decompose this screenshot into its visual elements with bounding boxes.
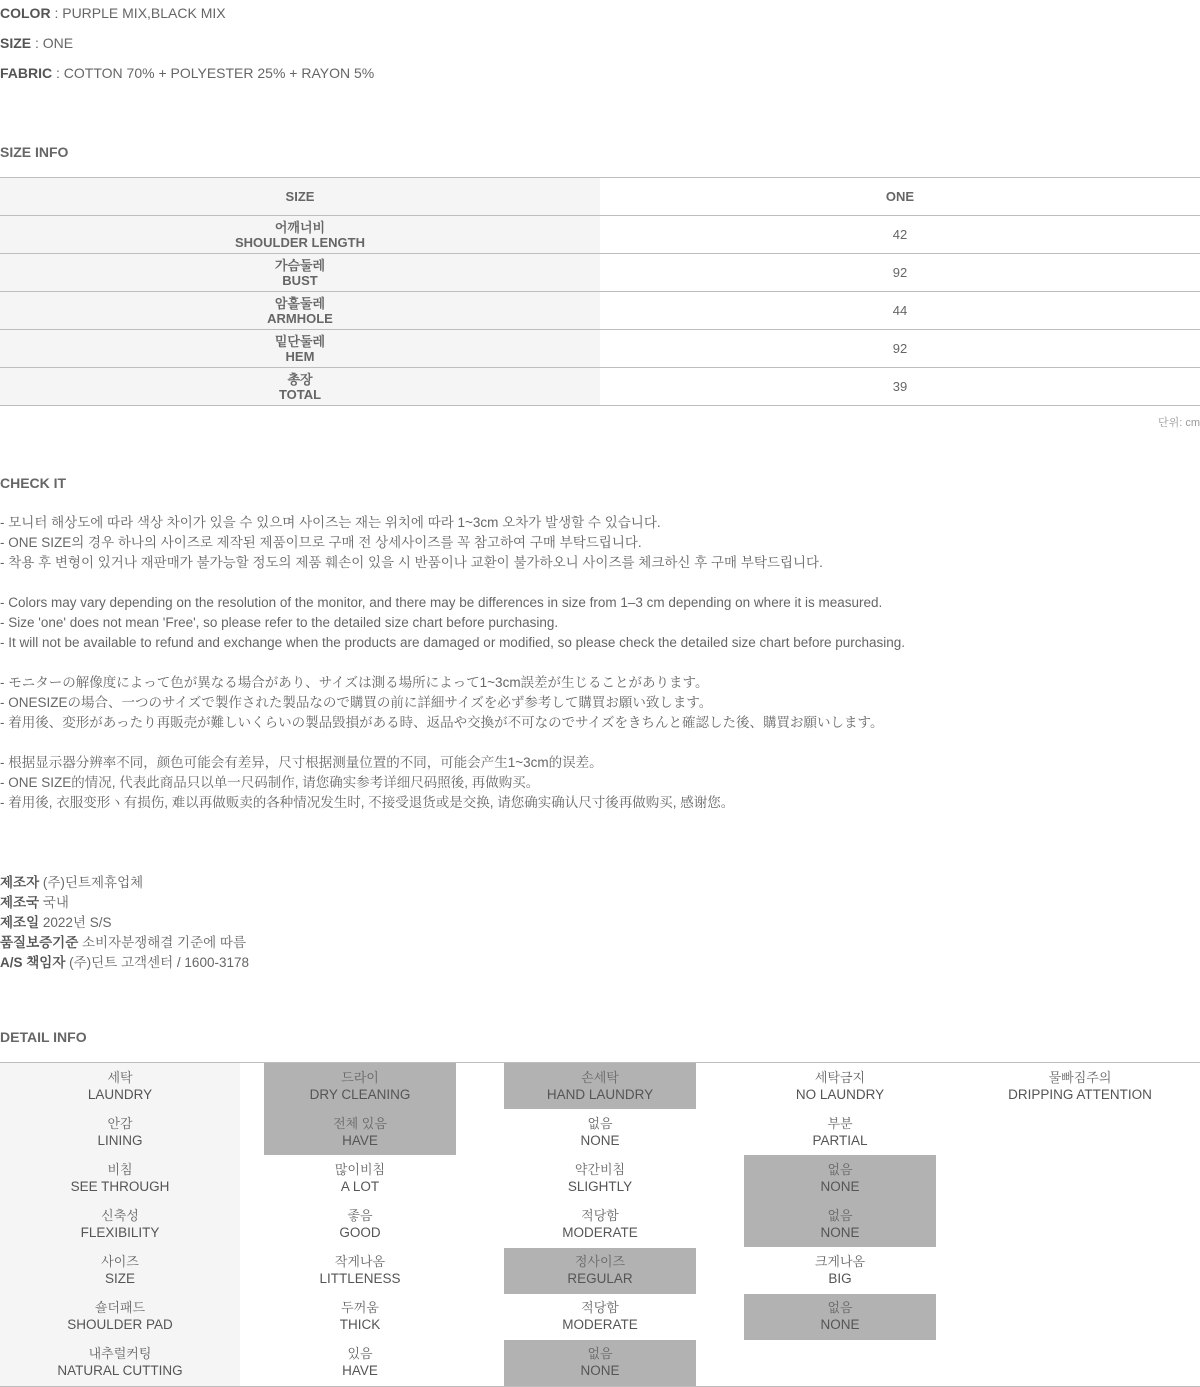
detail-option-ko: 없음 <box>827 1300 853 1316</box>
detail-option-en: BIG <box>828 1271 852 1287</box>
date-value: 2022년 S/S <box>39 915 112 930</box>
note-ko-2: - ONE SIZE의 경우 하나의 사이즈로 제작된 제품이므로 구매 전 상세사이즈를 꼭 참고하여 구매 부탁드립니다. <box>0 535 642 550</box>
detail-option-ko: 세탁금지 <box>814 1069 866 1085</box>
color-label: COLOR <box>0 5 51 21</box>
detail-row-label <box>0 1201 240 1247</box>
size-table-row <box>0 292 1200 330</box>
detail-option <box>504 1109 696 1155</box>
size-table-row <box>0 368 1200 406</box>
note-en-2: - Size 'one' does not mean 'Free', so please refer to the detailed size chart before purchasing. <box>0 615 559 630</box>
detail-info-heading: DETAIL INFO <box>0 1029 87 1045</box>
detail-row-label <box>0 1155 240 1201</box>
detail-label-ko: 안감 <box>107 1115 133 1131</box>
detail-label-en: LAUNDRY <box>87 1086 153 1102</box>
as-value: (주)딘트 고객센터 / 1600-3178 <box>65 955 249 970</box>
size-row-label <box>0 216 600 253</box>
size-row-label <box>0 330 600 367</box>
size-row-label-en: SHOULDER LENGTH <box>235 234 365 250</box>
note-ko-3: - 착용 후 변형이 있거나 재판매가 불가능할 정도의 제품 훼손이 있을 시 반품이나 교환이 불가하오니 사이즈를 체크하신 후 구매 부탁드립니다. <box>0 555 823 570</box>
detail-option-ko: 없음 <box>827 1161 853 1177</box>
detail-option-en: MODERATE <box>562 1317 638 1333</box>
fabric-spec <box>0 64 374 82</box>
detail-option-en: NONE <box>820 1317 860 1333</box>
detail-option-ko: 부분 <box>827 1115 853 1131</box>
country-value: 국내 <box>39 895 69 910</box>
size-row-value: 39 <box>892 379 908 394</box>
detail-row-label <box>0 1248 240 1294</box>
detail-option-ko: 많이비침 <box>334 1161 386 1177</box>
size-row-label-en: BUST <box>282 272 318 288</box>
detail-option-en: NONE <box>820 1178 860 1194</box>
detail-option-en: GOOD <box>339 1224 381 1240</box>
detail-option <box>744 1201 936 1247</box>
size-row-value: 92 <box>892 341 908 356</box>
check-it-notes <box>0 513 905 813</box>
note-en-3: - It will not be available to refund and exchange when the products are damaged or modified, so please check the detailed size chart before purchasing. <box>0 635 906 650</box>
detail-option <box>264 1340 456 1386</box>
detail-option-ko: 손세탁 <box>581 1069 619 1085</box>
size-value: : ONE <box>31 35 74 51</box>
detail-option-en: NONE <box>580 1132 620 1148</box>
check-it-heading: CHECK IT <box>0 475 67 491</box>
detail-option-en: PARTIAL <box>812 1132 868 1148</box>
note-en-1: - Colors may vary depending on the resolution of the monitor, and there may be differences in size from 1–3 cm depending on where it is measured. <box>0 595 883 610</box>
detail-option <box>264 1063 456 1109</box>
maker-line <box>0 873 249 893</box>
detail-option <box>264 1201 456 1247</box>
fabric-value: : COTTON 70% + POLYESTER 25% + RAYON 5% <box>52 65 375 81</box>
detail-option-ko: 적당함 <box>581 1300 619 1316</box>
size-header-value: ONE <box>885 189 915 204</box>
size-label: SIZE <box>0 35 32 51</box>
size-row-label <box>0 368 600 405</box>
size-row-value: 42 <box>892 227 908 242</box>
detail-option <box>744 1063 936 1109</box>
color-spec <box>0 4 226 22</box>
detail-option <box>504 1201 696 1247</box>
manufacturer-info <box>0 873 249 973</box>
detail-option <box>744 1109 936 1155</box>
detail-option-ko: 물빠짐주의 <box>1048 1069 1112 1085</box>
detail-label-en: NATURAL CUTTING <box>57 1363 183 1379</box>
detail-option <box>504 1340 696 1386</box>
note-ja-2: - ONESIZEの場合、一つのサイズで製作された製品なので購買の前に詳細サイズを必ず参考して購買お願い致します。 <box>0 695 713 710</box>
size-row-label-ko: 암홀둘레 <box>274 295 326 311</box>
note-ja-1: - モニターの解像度によって色が異なる場合があり、サイズは測る場所によって1~3cm誤差が生じることがあります。 <box>0 675 709 690</box>
detail-label-ko: 숄더패드 <box>94 1300 146 1316</box>
detail-option <box>264 1248 456 1294</box>
size-table-row <box>0 216 1200 254</box>
detail-label-ko: 비침 <box>107 1161 133 1177</box>
detail-option <box>744 1155 936 1201</box>
detail-option-en: DRIPPING ATTENTION <box>1008 1086 1152 1102</box>
detail-row-label <box>0 1109 240 1155</box>
size-info-heading: SIZE INFO <box>0 144 69 160</box>
detail-option-ko: 없음 <box>827 1207 853 1223</box>
detail-label-en: SIZE <box>104 1271 135 1287</box>
as-line <box>0 953 249 973</box>
size-row-label <box>0 292 600 329</box>
size-row-label-ko: 밑단둘레 <box>274 333 326 349</box>
detail-option <box>744 1248 936 1294</box>
size-table-row <box>0 254 1200 292</box>
size-header-label: SIZE <box>0 178 600 215</box>
unit-note: 단위: cm <box>1157 417 1200 429</box>
color-value: : PURPLE MIX,BLACK MIX <box>50 5 226 21</box>
detail-option-en: REGULAR <box>567 1271 633 1287</box>
detail-option <box>264 1155 456 1201</box>
detail-label-en: SHOULDER PAD <box>67 1317 173 1333</box>
size-row-label-ko: 가슴둘레 <box>274 257 326 273</box>
quality-value: 소비자분쟁해결 기준에 따름 <box>78 935 246 950</box>
detail-option-ko: 없음 <box>587 1346 613 1362</box>
detail-label-en: FLEXIBILITY <box>80 1224 160 1240</box>
detail-option-en: THICK <box>339 1317 381 1333</box>
detail-option <box>504 1294 696 1340</box>
size-row-label <box>0 254 600 291</box>
detail-option-en: NONE <box>820 1224 860 1240</box>
quality-line <box>0 933 249 953</box>
note-zh-3: - 着用後, 衣服变形ヽ有损伤, 难以再做贩卖的各种情况发生时, 不接受退货或是交换, 请您确实确认尺寸後再做购买, 感谢您。 <box>0 795 735 810</box>
detail-option-en: HAVE <box>342 1363 378 1379</box>
size-row-value: 44 <box>892 303 908 318</box>
detail-label-ko: 세탁 <box>107 1069 133 1085</box>
detail-option-en: SLIGHTLY <box>567 1178 633 1194</box>
size-row-label-en: HEM <box>285 348 315 364</box>
country-label: 제조국 <box>0 895 40 910</box>
note-zh-2: - ONE SIZE的情况, 代表此商品只以单一尺码制作, 请您确实参考详细尺码照後, 再做购买。 <box>0 775 540 790</box>
detail-option <box>984 1063 1176 1109</box>
maker-label: 제조자 <box>0 875 40 890</box>
size-table-row <box>0 330 1200 368</box>
fabric-label: FABRIC <box>0 65 53 81</box>
detail-option-en: DRY CLEANING <box>309 1086 411 1102</box>
quality-label: 품질보증기준 <box>0 935 79 950</box>
detail-row-label <box>0 1294 240 1340</box>
detail-option-ko: 작게나옴 <box>334 1254 386 1270</box>
detail-option-ko: 좋음 <box>347 1207 373 1223</box>
detail-option-ko: 전체 있음 <box>333 1115 387 1131</box>
detail-option-ko: 약간비침 <box>574 1161 626 1177</box>
detail-option-ko: 정사이즈 <box>574 1254 626 1270</box>
detail-option-en: NO LAUNDRY <box>795 1086 885 1102</box>
detail-option-en: MODERATE <box>562 1224 638 1240</box>
maker-value: (주)딘트제휴업체 <box>39 875 144 890</box>
detail-option-en: A LOT <box>340 1178 380 1194</box>
detail-option <box>744 1294 936 1340</box>
date-line <box>0 913 249 933</box>
size-row-label-en: TOTAL <box>278 386 322 402</box>
detail-label-ko: 신축성 <box>101 1207 139 1223</box>
detail-label-ko: 내추럴커팅 <box>88 1346 152 1362</box>
detail-option-en: NONE <box>580 1363 620 1379</box>
detail-option-ko: 드라이 <box>341 1069 379 1085</box>
detail-option <box>504 1155 696 1201</box>
detail-row-label <box>0 1063 240 1109</box>
country-line <box>0 893 249 913</box>
detail-label-en: SEE THROUGH <box>70 1178 170 1194</box>
detail-option-ko: 적당함 <box>581 1207 619 1223</box>
note-ko-1: - 모니터 해상도에 따라 색상 차이가 있을 수 있으며 사이즈는 재는 위치에 따라 1~3cm 오차가 발생할 수 있습니다. <box>0 515 661 530</box>
size-row-value: 92 <box>892 265 908 280</box>
detail-option-en: HAND LAUNDRY <box>546 1086 654 1102</box>
size-table-header <box>0 178 1200 216</box>
date-label: 제조일 <box>0 915 40 930</box>
detail-label-en: LINING <box>97 1132 143 1148</box>
note-zh-1: - 根据显示器分辨率不同，颜色可能会有差异，尺寸根据测量位置的不同，可能会产生1~3cm的误差。 <box>0 755 603 770</box>
detail-option-ko: 없음 <box>587 1115 613 1131</box>
detail-grid <box>0 1062 1200 1387</box>
note-ja-3: - 着用後、変形があったり再販売が難しいくらいの製品毀損がある時、返品や交換が不可なのでサイズをきちんと確認した後、購買お願いします。 <box>0 715 884 730</box>
size-row-label-ko: 총장 <box>287 371 313 387</box>
detail-option <box>504 1063 696 1109</box>
as-label: A/S 책임자 <box>0 955 66 970</box>
detail-option-en: HAVE <box>342 1132 378 1148</box>
detail-option <box>264 1294 456 1340</box>
detail-label-ko: 사이즈 <box>101 1254 139 1270</box>
detail-option <box>504 1248 696 1294</box>
size-row-label-en: ARMHOLE <box>267 310 333 326</box>
size-row-label-ko: 어깨너비 <box>274 219 326 235</box>
detail-row-label <box>0 1340 240 1386</box>
detail-option <box>264 1109 456 1155</box>
detail-option-ko: 두꺼움 <box>341 1300 379 1316</box>
size-spec <box>0 34 73 52</box>
detail-option-ko: 있음 <box>347 1346 373 1362</box>
size-table <box>0 177 1200 406</box>
detail-option-ko: 크게나옴 <box>814 1254 866 1270</box>
detail-option-en: LITTLENESS <box>319 1271 401 1287</box>
